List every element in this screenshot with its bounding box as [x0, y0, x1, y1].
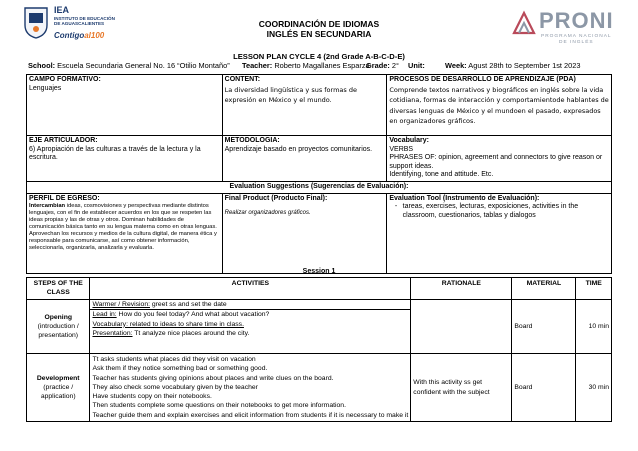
vocab-cell	[387, 136, 612, 182]
development-material: Board	[512, 354, 576, 422]
tool-item	[389, 203, 609, 220]
opening-a2-label: Lead in:	[92, 311, 117, 319]
opening-a2	[90, 310, 410, 319]
eje-value: 6) Apropiación de las culturas a través de la lectura y la escritura.	[29, 145, 201, 162]
dev-line-3: Teacher has students giving opinions about places and write clues on the board.	[92, 374, 334, 382]
grade-value: 2°	[391, 61, 399, 70]
material-header: MATERIAL	[512, 278, 576, 300]
perfil-label: PERFIL DE EGRESO:	[29, 194, 100, 202]
teacher-label: Teacher:	[242, 61, 273, 70]
campo-cell	[27, 75, 223, 136]
opening-a4-text: Tt analyze nice places around the city.	[132, 329, 250, 337]
grade-label: Grade:	[366, 61, 390, 70]
eval-suggestions: Evaluation Suggestions (Sugerencias de Evaluación):	[27, 181, 612, 193]
vocab-2: PHRASES OF: opinion, agreement and connectors to give reason or support ideas.	[389, 154, 603, 170]
iea-line2: DE AGUASCALIENTES	[54, 21, 105, 26]
pda-value: Comprende textos narrativos y biográficos en inglés sobre la vida cotidiana, formas de interacción y comportamientode hablantes de diversas lenguas de México y el mundoen el pasado, expresados en organizadores gráficos.	[389, 85, 609, 126]
session-table	[26, 277, 612, 422]
final-cell	[222, 193, 387, 273]
header-title-1: COORDINACIÓN DE IDIOMAS	[258, 19, 380, 29]
table-row	[27, 300, 612, 354]
week-value: Agust 28th to September 1st 2023	[468, 61, 581, 70]
school-label: School:	[28, 61, 56, 70]
unit-label: Unit:	[408, 61, 425, 70]
development-step: Development	[36, 374, 80, 382]
perfil-cell	[27, 193, 223, 273]
perfil-bold: Intercambian	[29, 203, 66, 210]
final-value: Realizar organizadores gráficos.	[224, 210, 311, 217]
eje-label: EJE ARTICULADOR:	[29, 137, 98, 144]
opening-a3-label: Vocabulary:	[92, 320, 128, 328]
opening-rationale	[411, 300, 512, 354]
pda-label: PROCESOS DE DESARROLLO DE APRENDIZAJE (PDA)	[389, 76, 576, 83]
proni-word: PRONI	[539, 8, 614, 33]
campo-label: CAMPO FORMATIVO:	[29, 76, 101, 83]
opening-a1-label: Warmer / Revision:	[92, 301, 150, 308]
teacher-value: Roberto Magallanes Esparza	[274, 61, 370, 70]
dev-line-7: Teacher guide them and explain exercises and elicit information from students if it is necessary to make it	[92, 411, 409, 419]
final-label: Final Product (Producto Final):	[224, 194, 328, 202]
session-title: Session 1	[302, 268, 336, 275]
week-label: Week:	[445, 61, 467, 70]
opening-sub: (introduction / presentation)	[37, 322, 79, 340]
opening-a1	[90, 300, 410, 310]
metodologia-cell	[222, 136, 387, 182]
tool-value: tareas, exercises, lecturas, exposiciones, activities in the classroom, cuestionarios, tablas y dialogos	[402, 203, 579, 219]
table-row	[27, 354, 612, 422]
dev-line-5: Have students copy on their notebooks.	[92, 393, 212, 401]
school-value: Escuela Secundaria General No. 16 “Otilio Montaño”	[57, 61, 230, 70]
plan-table	[26, 74, 612, 274]
rationale-header: RATIONALE	[411, 278, 512, 300]
tool-cell	[387, 193, 612, 273]
development-rationale: With this activity ss get confident with the subject	[411, 354, 512, 422]
opening-a3-text: related to ideas to share time in class.	[127, 320, 244, 328]
opening-a1-text: greet ss and set the date	[149, 301, 227, 308]
dev-line-6: Then students complete some questions on their notebooks to get more information.	[92, 402, 346, 410]
opening-step: Opening	[44, 313, 73, 321]
development-step-cell	[27, 354, 90, 422]
iea-line1: INSTITUTO DE EDUCACIÓN	[54, 16, 115, 21]
dev-line-4: They also check some vocabulary given by the teacher	[92, 383, 258, 391]
vocab-3: Identifying, tone and attitude. Etc.	[389, 171, 494, 179]
proni-sub1: PROGRAMA NACIONAL	[541, 34, 612, 39]
eje-cell	[27, 136, 223, 182]
development-activities	[90, 354, 411, 422]
header-title-2: INGLÉS EN SECUNDARIA	[266, 29, 372, 39]
content-value: La diversidad lingüística y sus formas de expresión en México y el mundo.	[224, 85, 357, 105]
metodologia-label: METODOLOGIA:	[224, 137, 280, 144]
activities-header: ACTIVITIES	[90, 278, 411, 300]
opening-a4	[90, 329, 410, 338]
development-sub: (practice / application)	[40, 383, 76, 401]
opening-material: Board	[512, 300, 576, 354]
opening-a4-label: Presentation:	[92, 329, 133, 337]
development-time: 30 min	[576, 354, 612, 422]
vocab-label: Vocabulary:	[389, 137, 429, 144]
time-header: TIME	[576, 278, 612, 300]
content-cell	[222, 75, 387, 136]
pda-cell	[387, 75, 612, 136]
opening-time: 10 min	[576, 300, 612, 354]
metodologia-value: Aprendizaje basado en proyectos comunitarios.	[224, 145, 373, 153]
steps-header: STEPS OF THE CLASS	[27, 278, 90, 300]
proni-mark-icon	[511, 10, 537, 36]
iea-org: IEA	[54, 5, 70, 15]
lesson-title: LESSON PLAN CYCLE 4 (2nd Grade A-B-C-D-E)	[233, 52, 405, 61]
content-label: CONTENT:	[224, 76, 261, 83]
tool-bullet: -	[394, 203, 398, 211]
opening-a2-text: How do you feel today? And what about vacation?	[116, 311, 270, 319]
iea-tagline-b: al100	[84, 31, 105, 40]
dev-line-1: Tt asks students what places did they visit on vacation	[92, 356, 256, 363]
proni-sub2: DE INGLÉS	[559, 40, 594, 45]
vocab-1: VERBS	[389, 145, 414, 153]
opening-step-cell	[27, 300, 90, 354]
perfil-value: ideas, cosmovisiones y perspectivas mediante distintos lenguajes, con el fin de establecer acuerdos en los que se respeten las ideas propias y las de otras y otros. Dominan habilidades de comunicación básica tanto en su lengua materna como en otras lenguas. Aprovechan los recursos y medios de la cultura digital, de manera ética y responsable para comunicarse, así como obtener información, seleccionarla, organizarla, analizarla y evaluarla.	[29, 203, 217, 251]
iea-tagline-a: Contigo	[54, 31, 85, 40]
tool-label: Evaluation Tool (Instrumento de Evaluación):	[389, 194, 540, 202]
campo-value: Lenguajes	[29, 84, 62, 92]
proni-logo	[511, 8, 623, 48]
opening-a3	[90, 320, 410, 329]
dev-line-2: Ask them if they notice something bad or something good.	[92, 365, 268, 373]
perfil-text	[29, 203, 220, 251]
opening-activities	[90, 300, 411, 354]
